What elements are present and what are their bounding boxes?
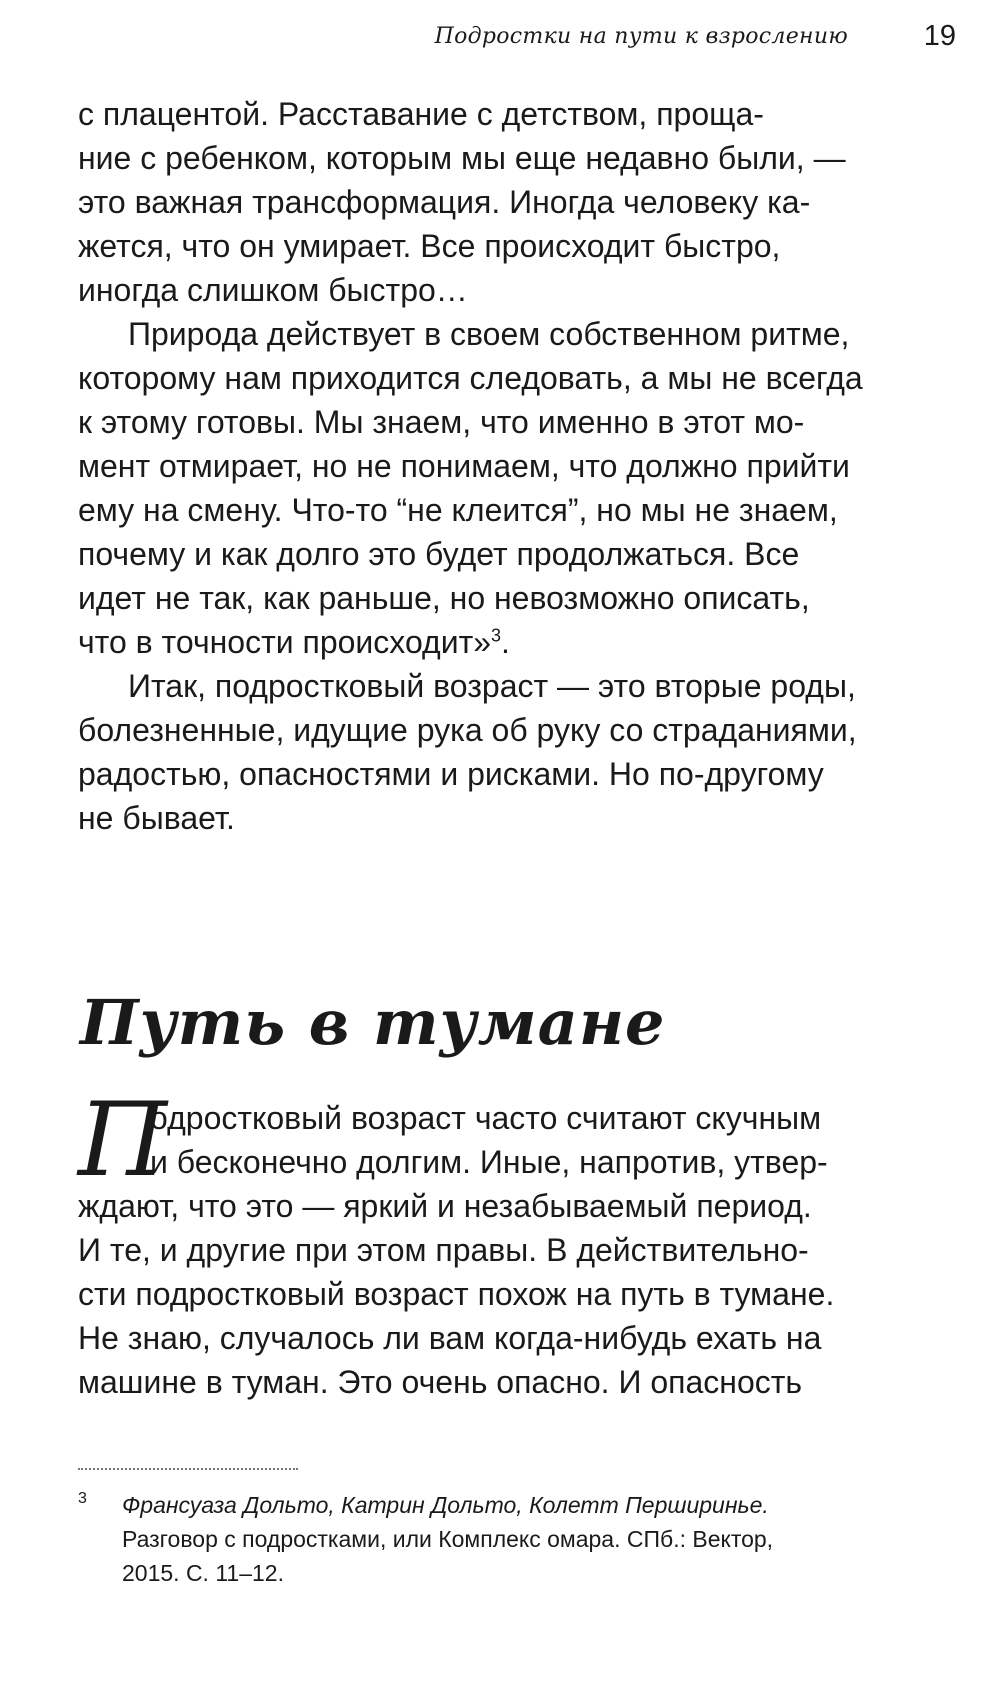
footnote-reference[interactable]: 3 <box>491 625 502 646</box>
text-line: машине в туман. Это очень опасно. И опасность <box>78 1364 803 1400</box>
text-line: Природа действует в своем собственном ритме, <box>128 316 850 352</box>
text-line: это важная трансформация. Иногда человеку ка- <box>78 184 811 220</box>
text-line: с плацентой. Расставание с детством, проща- <box>78 96 764 132</box>
text-line: Итак, подростковый возраст — это вторые роды, <box>128 668 856 704</box>
text-line: сти подростковый возраст похож на путь в тумане. <box>78 1276 835 1312</box>
paragraph-summary <box>78 664 878 840</box>
text-line: почему и как долго это будет продолжаться. Все <box>78 536 800 572</box>
text-line: ждают, что это — яркий и незабываемый период. <box>78 1188 812 1224</box>
text-line <box>78 620 878 664</box>
footnote-authors: Франсуаза Дольто, Катрин Дольто, Колетт Перширинье. <box>122 1492 769 1518</box>
text-fragment: что в точности происходит» <box>78 624 492 660</box>
text-line: и бесконечно долгим. Иные, напротив, утвер- <box>150 1144 828 1180</box>
paragraph-continuation <box>78 92 878 312</box>
text-line: ему на смену. Что-то “не клеится”, но мы не знаем, <box>78 492 838 528</box>
footnote-title: Разговор с подростками, или Комплекс омара. СПб.: Вектор, <box>122 1526 774 1552</box>
paragraph-fog <box>78 1096 878 1404</box>
text-line: мент отмирает, но не понимаем, что должно прийти <box>78 448 850 484</box>
text-line: ние с ребенком, которым мы еще недавно были, — <box>78 140 846 176</box>
text-line: И те, и другие при этом правы. В действительно- <box>78 1232 809 1268</box>
text-line: одростковый возраст часто считают скучным <box>150 1100 822 1136</box>
footnote-divider <box>78 1468 298 1476</box>
paragraph-nature <box>78 312 878 664</box>
running-title: Подростки на пути к взрослению <box>434 24 848 49</box>
drop-cap: П <box>78 1081 167 1200</box>
text-line: к этому готовы. Мы знаем, что именно в этот мо- <box>78 404 805 440</box>
text-fragment: . <box>501 624 510 660</box>
footnote <box>78 1488 878 1590</box>
text-line: болезненные, идущие рука об руку со страданиями, <box>78 712 857 748</box>
page-number: 19 <box>923 20 956 52</box>
text-line: Не знаю, случалось ли вам когда-нибудь ехать на <box>78 1320 822 1356</box>
page-header <box>0 18 1000 58</box>
text-line: иногда слишком быстро… <box>78 272 468 308</box>
footnote-number: 3 <box>78 1490 87 1507</box>
text-line: жется, что он умирает. Все происходит быстро, <box>78 228 781 264</box>
text-line: идет не так, как раньше, но невозможно описать, <box>78 580 810 616</box>
text-line: которому нам приходится следовать, а мы не всегда <box>78 360 863 396</box>
text-line: не бывает. <box>78 800 235 836</box>
footnote-year-pages: 2015. С. 11–12. <box>122 1560 284 1586</box>
section-heading: Путь в тумане <box>80 986 666 1059</box>
text-line: радостью, опасностями и рисками. Но по-другому <box>78 756 824 792</box>
